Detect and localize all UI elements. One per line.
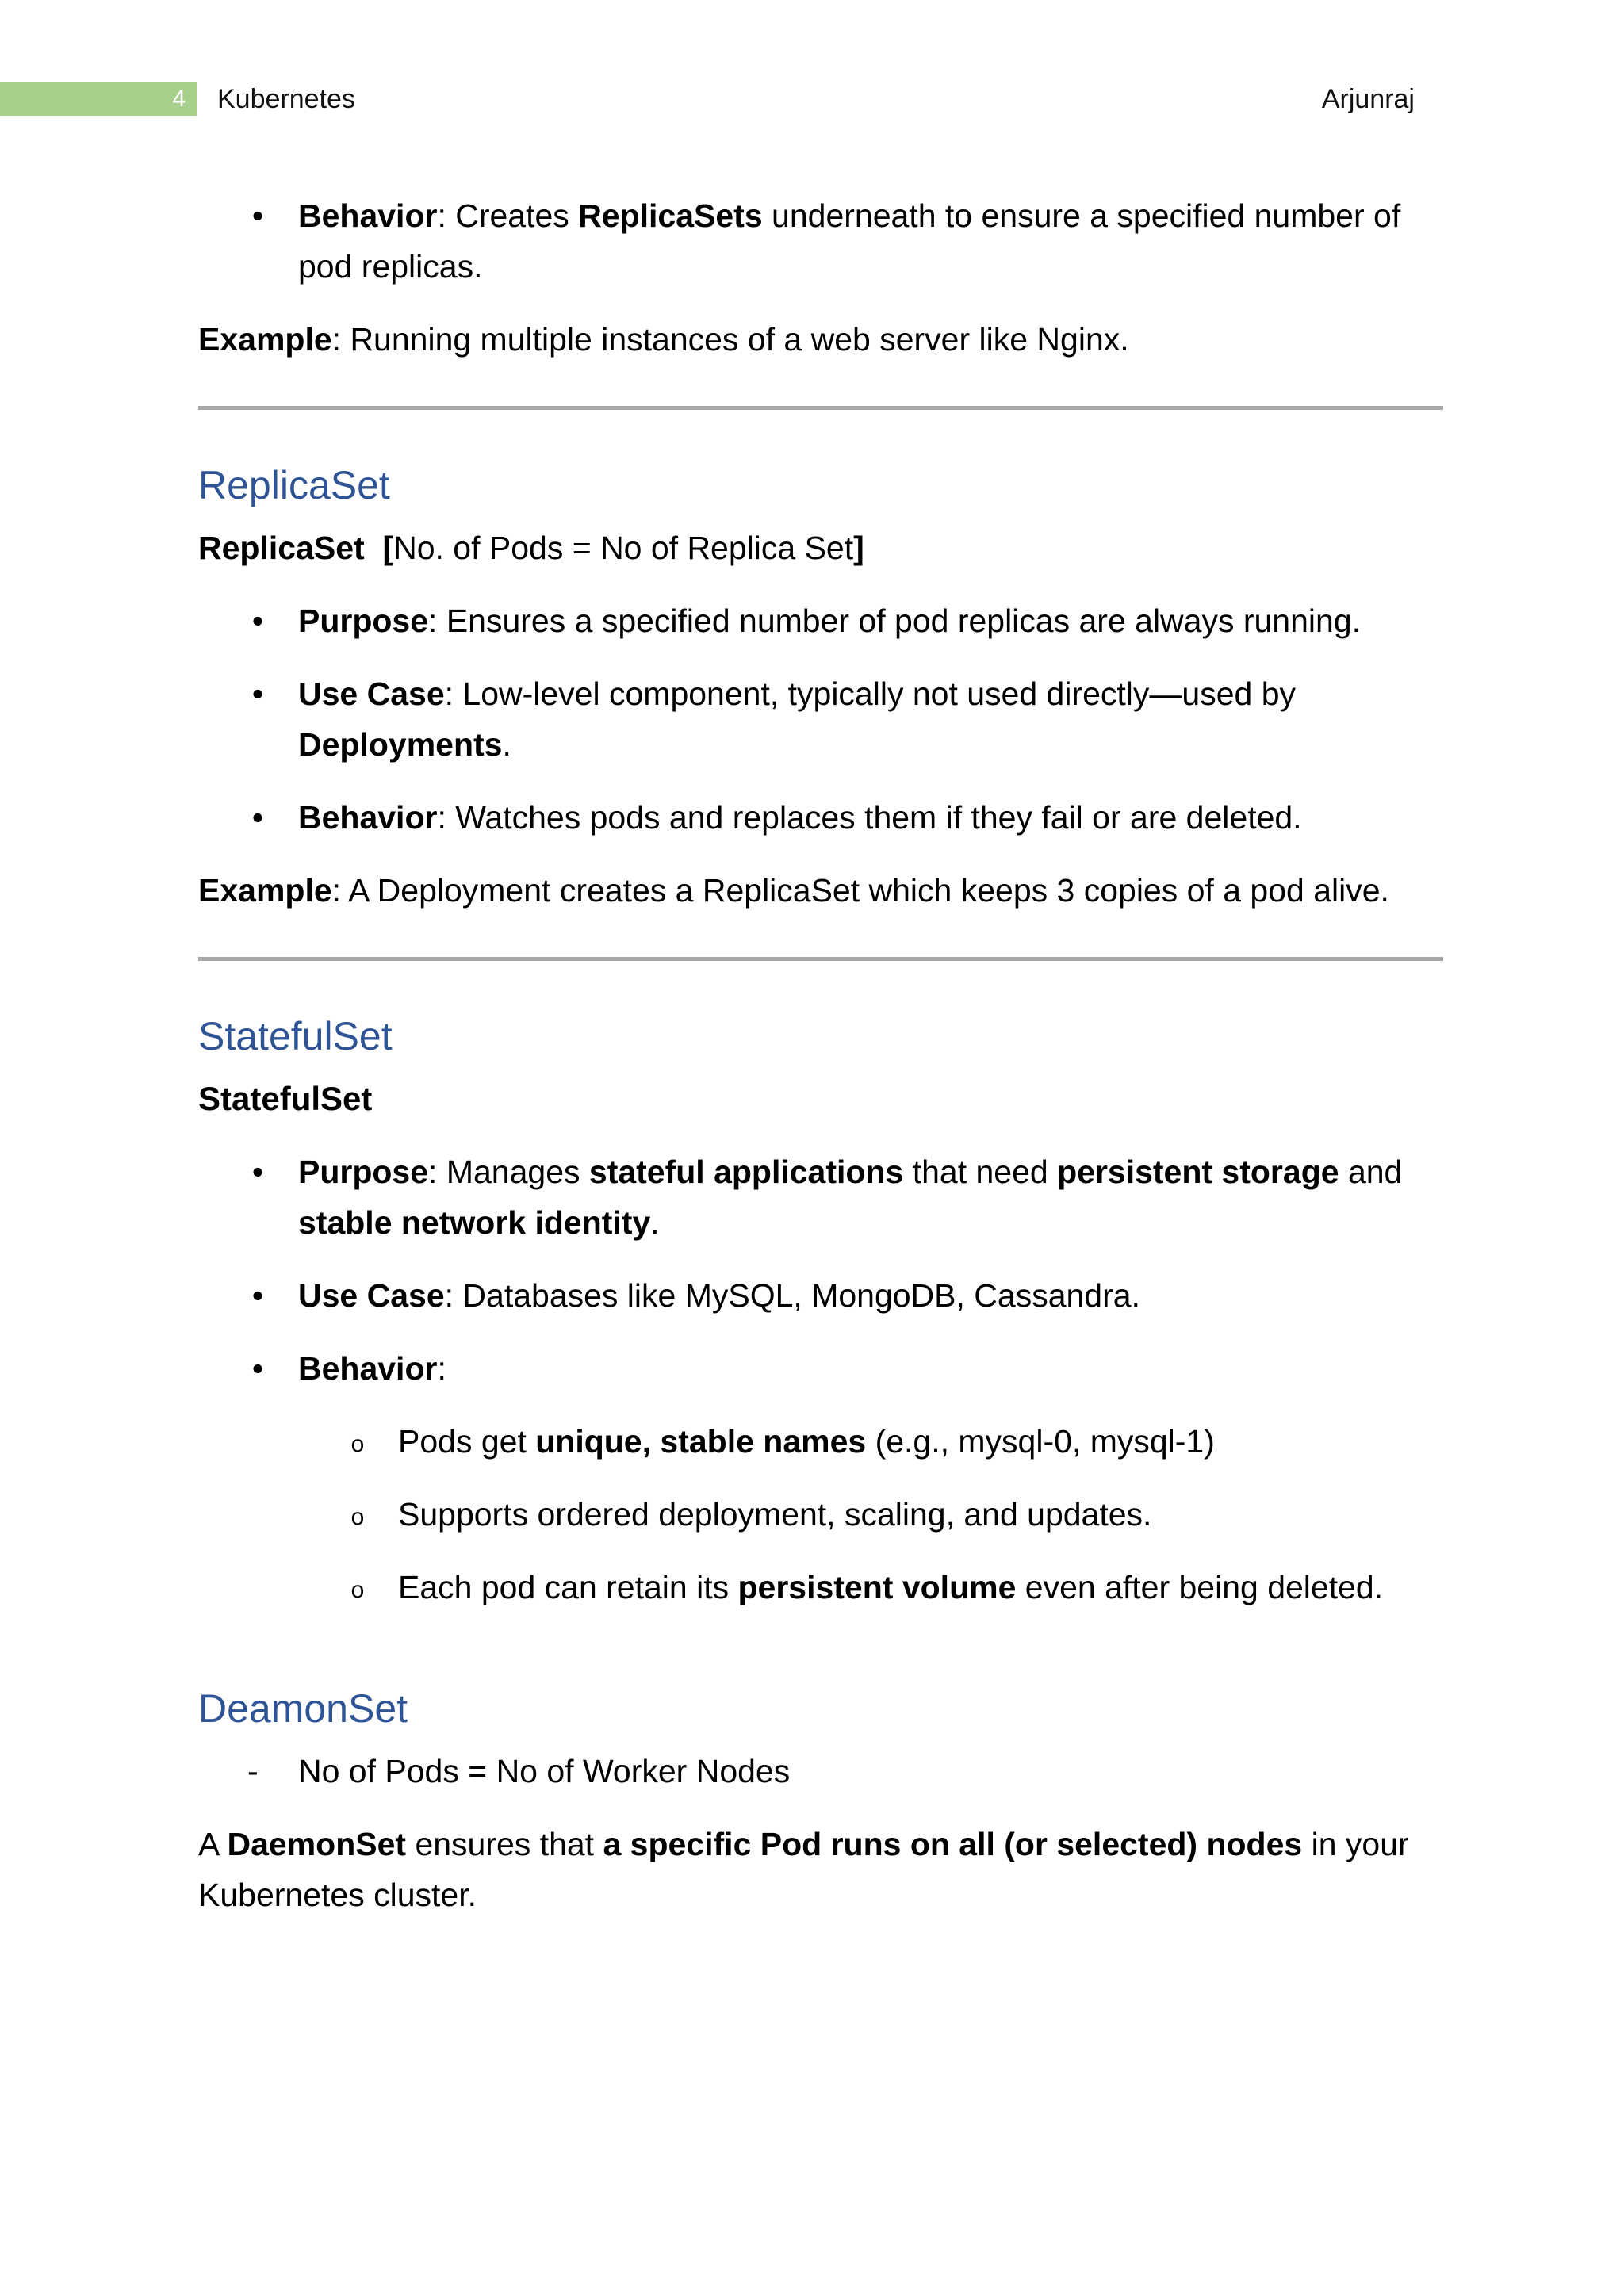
- list-item: • Behavior: Creates ReplicaSets underneath to ensure a specified number of pod replicas.: [198, 190, 1443, 292]
- bullet-dot: •: [251, 1350, 264, 1387]
- bullet-dot: •: [251, 603, 264, 639]
- bullet-dot: •: [251, 197, 264, 234]
- page-content: [198, 190, 1443, 1942]
- deployment-example: Example: Running multiple instances of a web server like Nginx.: [198, 321, 1129, 358]
- list-item: - No of Pods = No of Worker Nodes: [198, 1746, 1443, 1797]
- statefulset-heading: StatefulSet: [198, 1014, 393, 1058]
- bullet-dot: •: [251, 799, 264, 836]
- list-item: • Behavior: Watches pods and replaces them if they fail or are deleted.: [198, 792, 1443, 843]
- list-item: • Use Case: Low-level component, typically not used directly—used by Deployments.: [198, 668, 1443, 770]
- list-item: o Pods get unique, stable names (e.g., mysql-0, mysql-1): [298, 1416, 1443, 1467]
- statefulset-behavior-sublist: [298, 1416, 1443, 1613]
- list-item: • Purpose: Manages stateful applications that need persistent storage and stable network identity.: [198, 1146, 1443, 1248]
- statefulset-bullet-list: [198, 1146, 1443, 1613]
- replicaset-example: Example: A Deployment creates a ReplicaSet which keeps 3 copies of a pod alive.: [198, 872, 1389, 909]
- bullet-circle: o: [350, 1577, 365, 1603]
- bullet-circle: o: [350, 1431, 365, 1457]
- page-number: 4: [172, 86, 186, 112]
- list-item: o Each pod can retain its persistent volume even after being deleted.: [298, 1562, 1443, 1613]
- replicaset-subheading: ReplicaSet [No. of Pods = No of Replica Set]: [198, 530, 864, 566]
- bullet-dot: •: [251, 1277, 264, 1314]
- list-item: • Purpose: Ensures a specified number of pod replicas are always running.: [198, 595, 1443, 646]
- bullet-dash: -: [247, 1753, 259, 1789]
- list-item: o Supports ordered deployment, scaling, and updates.: [298, 1489, 1443, 1540]
- replicaset-heading: ReplicaSet: [198, 463, 390, 507]
- bullet-dot: •: [251, 675, 264, 712]
- daemonset-description: A DaemonSet ensures that a specific Pod runs on all (or selected) nodes in your Kubernetes cluster.: [198, 1826, 1409, 1913]
- header-title: Kubernetes: [217, 84, 355, 114]
- list-item: • Use Case: Databases like MySQL, MongoDB, Cassandra.: [198, 1270, 1443, 1321]
- bullet-dot: •: [251, 1154, 264, 1190]
- spacer: [198, 1635, 1443, 1682]
- bullet-circle: o: [350, 1504, 365, 1530]
- header-author: Arjunraj: [1321, 84, 1415, 114]
- replicaset-bullet-list: [198, 595, 1443, 843]
- section-divider: [198, 406, 1443, 410]
- list-item: • Behavior: o Pods get unique, stable names (e.g., mysql-0, mysql-1) o Supports ordered deployment, scaling, and updates. o Each pod can retain its persistent volume even after being deleted.: [198, 1343, 1443, 1613]
- statefulset-subheading: StatefulSet: [198, 1080, 373, 1117]
- daemonset-dash-list: [198, 1746, 1443, 1797]
- section-divider: [198, 957, 1443, 961]
- deployment-bullet-list: [198, 190, 1443, 292]
- daemonset-heading: DeamonSet: [198, 1686, 408, 1731]
